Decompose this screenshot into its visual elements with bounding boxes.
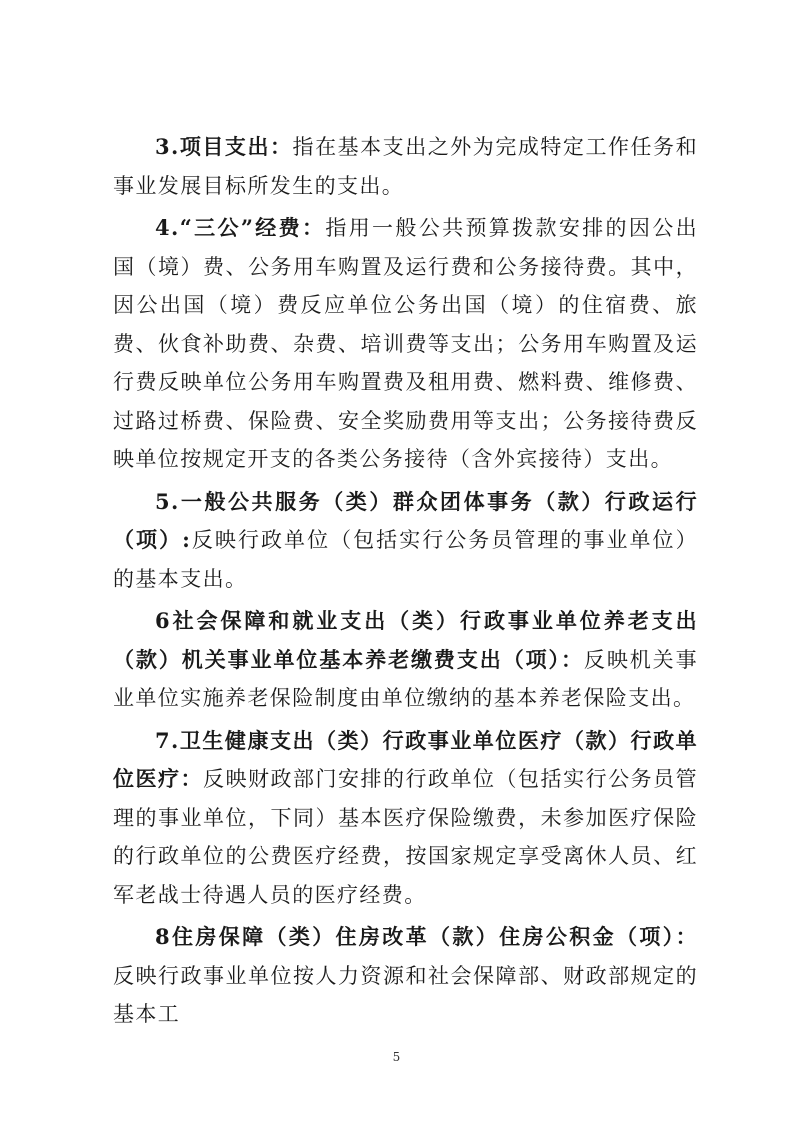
paragraph-project-expenditure xyxy=(113,128,698,205)
paragraph-term: 5.一般公共服务（类）群众团体事务（款）行政运行（项）: xyxy=(113,488,698,552)
paragraph-body: 反映机关事业单位实施养老保险制度由单位缴纳的基本养老保险支出。 xyxy=(113,647,699,710)
paragraph-term: 6社会保障和就业支出（类）行政事业单位养老支出（款）机关事业单位基本养老缴费支出（项）： xyxy=(113,608,698,672)
page-number: 5 xyxy=(392,1050,401,1064)
paragraph-body: 反映行政事业单位按人力资源和社会保障部、财政部规定的基本工 xyxy=(113,963,698,1026)
paragraph-body: 反映行政单位（包括实行公务员管理的事业单位）的基本支出。 xyxy=(113,528,698,591)
paragraph-body: 指在基本支出之外为完成特定工作任务和事业发展目标所发生的支出。 xyxy=(113,135,698,198)
paragraph-term: 8住房保障（类）住房改革（款）住房公积金（项）： xyxy=(155,924,698,949)
document-body xyxy=(113,128,698,1034)
paragraph-three-public-expenses xyxy=(113,209,698,479)
paragraph-social-security xyxy=(113,602,698,718)
paragraph-body: 反映财政部门安排的行政单位（包括实行公务员管理的事业单位，下同）基本医疗保险缴费，未参加医疗保险的行政单位的公费医疗经费，按国家规定享受离休人员、红军老战士待遇人员的医疗经费。 xyxy=(113,767,698,907)
paragraph-body: 指用一般公共预算拨款安排的因公出国（境）费、公务用车购置及运行费和公务接待费。其中，因公出国（境）费反应单位公务出国（境）的住宿费、旅费、伙食补助费、杂费、培训费等支出；公务用车购置及运行费反映单位公务用车购置费及租用费、燃料费、维修费、过路过桥费、保险费、安全奖励费用等支出；公务接待费反映单位按规定开支的各类公务接待（含外宾接待）支出。 xyxy=(113,216,698,471)
paragraph-term: 4.“三公”经费： xyxy=(155,215,326,240)
paragraph-term: 3.项目支出： xyxy=(155,134,293,159)
paragraph-housing-security xyxy=(113,918,698,1034)
paragraph-term: 7.卫生健康支出（类）行政事业单位医疗（款）行政单位医疗： xyxy=(113,727,698,791)
paragraph-general-public-services xyxy=(113,483,698,599)
paragraph-health-expenditure xyxy=(113,722,698,915)
